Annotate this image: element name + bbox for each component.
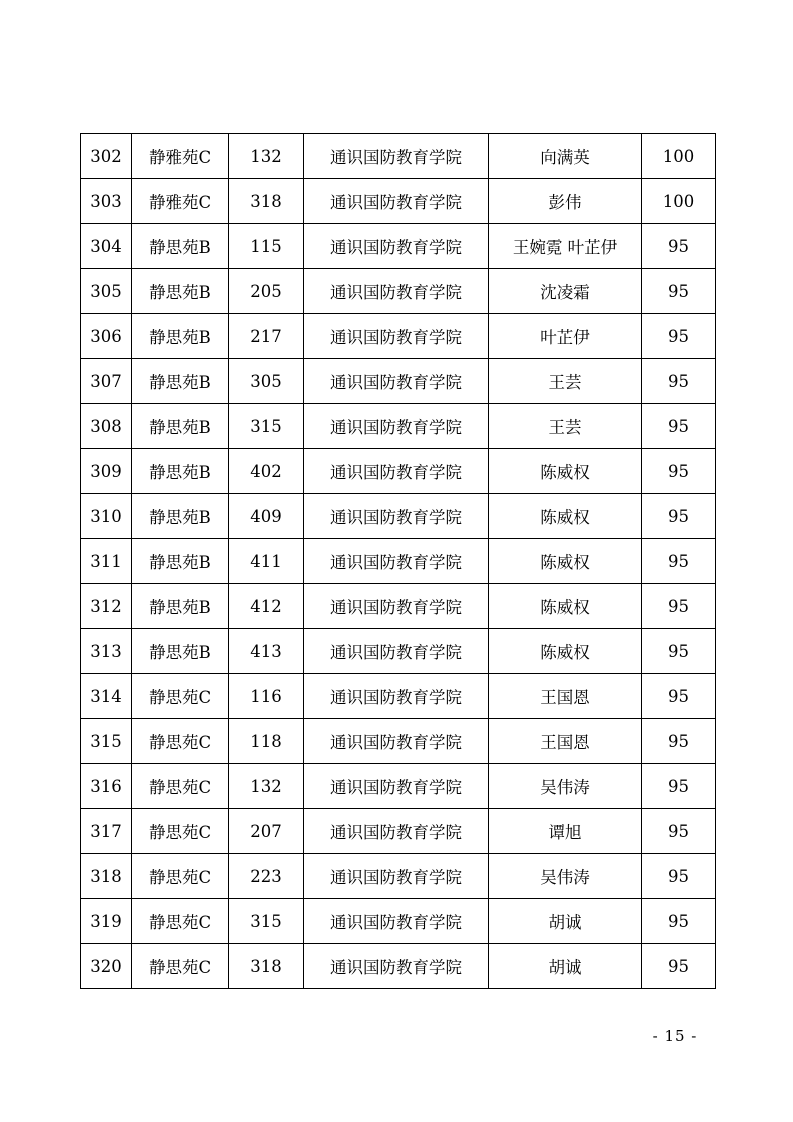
- row-number-cell: 317: [81, 809, 132, 854]
- building-cell: 静思苑C: [132, 809, 229, 854]
- score-cell: 95: [642, 764, 716, 809]
- row-number-cell: 305: [81, 269, 132, 314]
- name-cell: 王芸: [489, 404, 642, 449]
- score-cell: 95: [642, 224, 716, 269]
- row-number-cell: 307: [81, 359, 132, 404]
- score-cell: 95: [642, 629, 716, 674]
- table-row: [81, 629, 716, 674]
- score-cell: 95: [642, 269, 716, 314]
- college-cell: 通识国防教育学院: [304, 134, 489, 179]
- row-number-cell: 315: [81, 719, 132, 764]
- room-cell: 118: [229, 719, 304, 764]
- name-cell: 陈威权: [489, 629, 642, 674]
- score-cell: 95: [642, 359, 716, 404]
- room-cell: 115: [229, 224, 304, 269]
- score-cell: 95: [642, 449, 716, 494]
- table-row: [81, 224, 716, 269]
- college-cell: 通识国防教育学院: [304, 584, 489, 629]
- college-cell: 通识国防教育学院: [304, 854, 489, 899]
- college-cell: 通识国防教育学院: [304, 449, 489, 494]
- college-cell: 通识国防教育学院: [304, 764, 489, 809]
- college-cell: 通识国防教育学院: [304, 404, 489, 449]
- score-cell: 100: [642, 134, 716, 179]
- building-cell: 静雅苑C: [132, 134, 229, 179]
- building-cell: 静思苑C: [132, 719, 229, 764]
- table-row: [81, 854, 716, 899]
- table-row: [81, 314, 716, 359]
- college-cell: 通识国防教育学院: [304, 629, 489, 674]
- room-cell: 205: [229, 269, 304, 314]
- building-cell: 静思苑C: [132, 944, 229, 989]
- room-cell: 315: [229, 404, 304, 449]
- college-cell: 通识国防教育学院: [304, 809, 489, 854]
- name-cell: 胡诚: [489, 944, 642, 989]
- name-cell: 向满英: [489, 134, 642, 179]
- score-cell: 95: [642, 404, 716, 449]
- row-number-cell: 304: [81, 224, 132, 269]
- college-cell: 通识国防教育学院: [304, 944, 489, 989]
- name-cell: 王芸: [489, 359, 642, 404]
- building-cell: 静思苑C: [132, 674, 229, 719]
- name-cell: 彭伟: [489, 179, 642, 224]
- name-cell: 王国恩: [489, 674, 642, 719]
- building-cell: 静思苑B: [132, 449, 229, 494]
- college-cell: 通识国防教育学院: [304, 179, 489, 224]
- row-number-cell: 319: [81, 899, 132, 944]
- name-cell: 陈威权: [489, 449, 642, 494]
- college-cell: 通识国防教育学院: [304, 224, 489, 269]
- name-cell: 胡诚: [489, 899, 642, 944]
- room-cell: 132: [229, 764, 304, 809]
- score-cell: 95: [642, 539, 716, 584]
- table-row: [81, 899, 716, 944]
- building-cell: 静思苑B: [132, 269, 229, 314]
- room-cell: 413: [229, 629, 304, 674]
- table-row: [81, 179, 716, 224]
- room-cell: 116: [229, 674, 304, 719]
- building-cell: 静雅苑C: [132, 179, 229, 224]
- room-cell: 318: [229, 944, 304, 989]
- table-row: [81, 674, 716, 719]
- room-cell: 132: [229, 134, 304, 179]
- dorm-score-table-container: [80, 133, 716, 989]
- room-cell: 315: [229, 899, 304, 944]
- room-cell: 217: [229, 314, 304, 359]
- building-cell: 静思苑C: [132, 854, 229, 899]
- table-row: [81, 269, 716, 314]
- name-cell: 王国恩: [489, 719, 642, 764]
- building-cell: 静思苑C: [132, 764, 229, 809]
- row-number-cell: 312: [81, 584, 132, 629]
- name-cell: 谭旭: [489, 809, 642, 854]
- name-cell: 吴伟涛: [489, 764, 642, 809]
- score-cell: 95: [642, 674, 716, 719]
- name-cell: 沈凌霜: [489, 269, 642, 314]
- college-cell: 通识国防教育学院: [304, 359, 489, 404]
- score-cell: 95: [642, 314, 716, 359]
- score-cell: 95: [642, 899, 716, 944]
- table-body: [81, 134, 716, 989]
- room-cell: 409: [229, 494, 304, 539]
- row-number-cell: 320: [81, 944, 132, 989]
- row-number-cell: 306: [81, 314, 132, 359]
- table-row: [81, 134, 716, 179]
- room-cell: 223: [229, 854, 304, 899]
- table-row: [81, 584, 716, 629]
- college-cell: 通识国防教育学院: [304, 494, 489, 539]
- table-row: [81, 944, 716, 989]
- name-cell: 叶芷伊: [489, 314, 642, 359]
- name-cell: 吴伟涛: [489, 854, 642, 899]
- page-number: - 15 -: [652, 1027, 698, 1045]
- building-cell: 静思苑B: [132, 359, 229, 404]
- name-cell: 陈威权: [489, 539, 642, 584]
- table-row: [81, 539, 716, 584]
- college-cell: 通识国防教育学院: [304, 269, 489, 314]
- row-number-cell: 310: [81, 494, 132, 539]
- room-cell: 207: [229, 809, 304, 854]
- building-cell: 静思苑B: [132, 224, 229, 269]
- table-row: [81, 449, 716, 494]
- room-cell: 305: [229, 359, 304, 404]
- row-number-cell: 313: [81, 629, 132, 674]
- score-cell: 95: [642, 494, 716, 539]
- table-row: [81, 404, 716, 449]
- building-cell: 静思苑B: [132, 629, 229, 674]
- row-number-cell: 303: [81, 179, 132, 224]
- score-cell: 95: [642, 854, 716, 899]
- table-row: [81, 494, 716, 539]
- row-number-cell: 308: [81, 404, 132, 449]
- college-cell: 通识国防教育学院: [304, 539, 489, 584]
- room-cell: 411: [229, 539, 304, 584]
- table-row: [81, 719, 716, 764]
- name-cell: 陈威权: [489, 494, 642, 539]
- row-number-cell: 314: [81, 674, 132, 719]
- table-row: [81, 359, 716, 404]
- table-row: [81, 809, 716, 854]
- name-cell: 王婉霓 叶芷伊: [489, 224, 642, 269]
- building-cell: 静思苑B: [132, 404, 229, 449]
- score-cell: 95: [642, 944, 716, 989]
- building-cell: 静思苑B: [132, 584, 229, 629]
- building-cell: 静思苑B: [132, 494, 229, 539]
- row-number-cell: 309: [81, 449, 132, 494]
- room-cell: 318: [229, 179, 304, 224]
- row-number-cell: 316: [81, 764, 132, 809]
- college-cell: 通识国防教育学院: [304, 719, 489, 764]
- building-cell: 静思苑B: [132, 539, 229, 584]
- row-number-cell: 311: [81, 539, 132, 584]
- college-cell: 通识国防教育学院: [304, 314, 489, 359]
- row-number-cell: 302: [81, 134, 132, 179]
- score-cell: 95: [642, 809, 716, 854]
- table-row: [81, 764, 716, 809]
- building-cell: 静思苑B: [132, 314, 229, 359]
- name-cell: 陈威权: [489, 584, 642, 629]
- room-cell: 412: [229, 584, 304, 629]
- college-cell: 通识国防教育学院: [304, 899, 489, 944]
- score-cell: 95: [642, 584, 716, 629]
- score-cell: 100: [642, 179, 716, 224]
- room-cell: 402: [229, 449, 304, 494]
- score-cell: 95: [642, 719, 716, 764]
- college-cell: 通识国防教育学院: [304, 674, 489, 719]
- dorm-score-table: [80, 133, 716, 989]
- building-cell: 静思苑C: [132, 899, 229, 944]
- row-number-cell: 318: [81, 854, 132, 899]
